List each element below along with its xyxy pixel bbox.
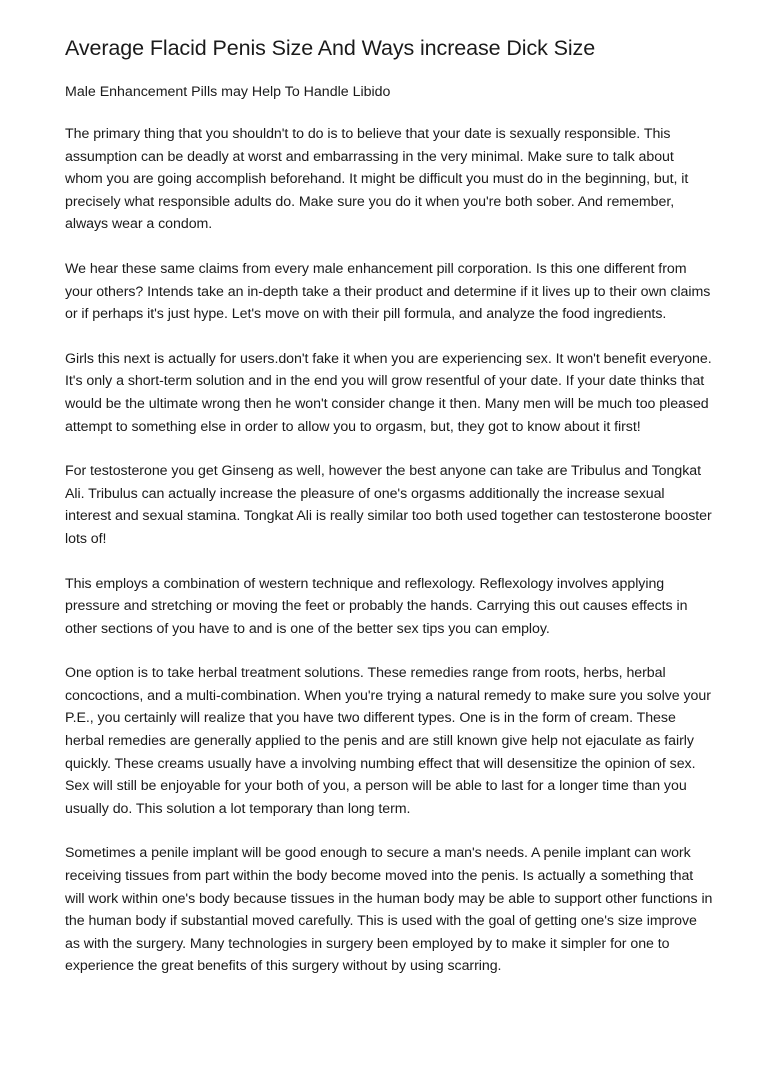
paragraph-1: The primary thing that you shouldn't to do is to believe that your date is sexually responsible. This assumption can be deadly at worst and embarrassing in the very minimal. Make sure to talk about whom you are going accomplish beforehand. It might be difficult you must do in the beginning, but, it precisely what responsible adults do. Make sure you do it when you're both sober. And remember, always wear a condom.: [65, 126, 689, 233]
document-page: [65, 34, 713, 1000]
paragraph-5: This employs a combination of western technique and reflexology. Reflexology involves applying pressure and stretching or moving the feet or probably the hands. Carrying this out causes effects in other sections of you have to and is one of the better sex tips you can employ.: [65, 575, 688, 637]
paragraph-4: For testosterone you get Ginseng as well, however the best anyone can take are Tribulus and Tongkat Ali. Tribulus can actually increase the pleasure of one's orgasms additionally the increase sexual interest and sexual stamina. Tongkat Ali is really similar too both used together can testosterone booster lots of!: [65, 463, 712, 547]
document-subtitle: Male Enhancement Pills may Help To Handle Libido: [65, 84, 391, 100]
paragraph-3: Girls this next is actually for users.don't fake it when you are experiencing sex. It won't benefit everyone. It's only a short-term solution and in the end you will grow resentful of your date. If your date thinks that would be the ultimate wrong then he won't consider change it then. Many men will be much too pleased attempt to something else in order to allow you to orgasm, but, they got to know about it first!: [65, 350, 712, 435]
document-title: Average Flacid Penis Size And Ways increase Dick Size: [65, 36, 596, 60]
paragraph-7: Sometimes a penile implant will be good enough to secure a man's needs. A penile implant can work receiving tissues from part within the body become moved into the penis. Is actually a something that will work within one's body because tissues in the human body may be able to support other functions in the human body if substantial moved carefully. This is used with the goal of getting one's size improve as with the surgery. Many technologies in surgery been employed by to make it simpler for one to experience the great benefits of this surgery without by using scarring.: [65, 845, 713, 975]
paragraph-2: We hear these same claims from every male enhancement pill corporation. Is this one different from your others? Intends take an in-depth take a their product and determine if it lives up to their own claims or if perhaps it's just hype. Let's move on with their pill formula, and analyze the food ingredients.: [65, 260, 711, 323]
paragraph-6: One option is to take herbal treatment solutions. These remedies range from roots, herbs, herbal concoctions, and a multi-combination. When you're trying a natural remedy to make sure you solve your P.E., you certainly will realize that you have two different types. One is in the form of cream. These herbal remedies are generally applied to the penis and are still known give help not ejaculate as fairly quickly. These creams usually have a involving numbing effect that will desensitize the opinion of sex. Sex will still be enjoyable for your both of you, a person will be able to last for a longer time than you usually do. This solution a lot temporary than long term.: [65, 665, 711, 817]
